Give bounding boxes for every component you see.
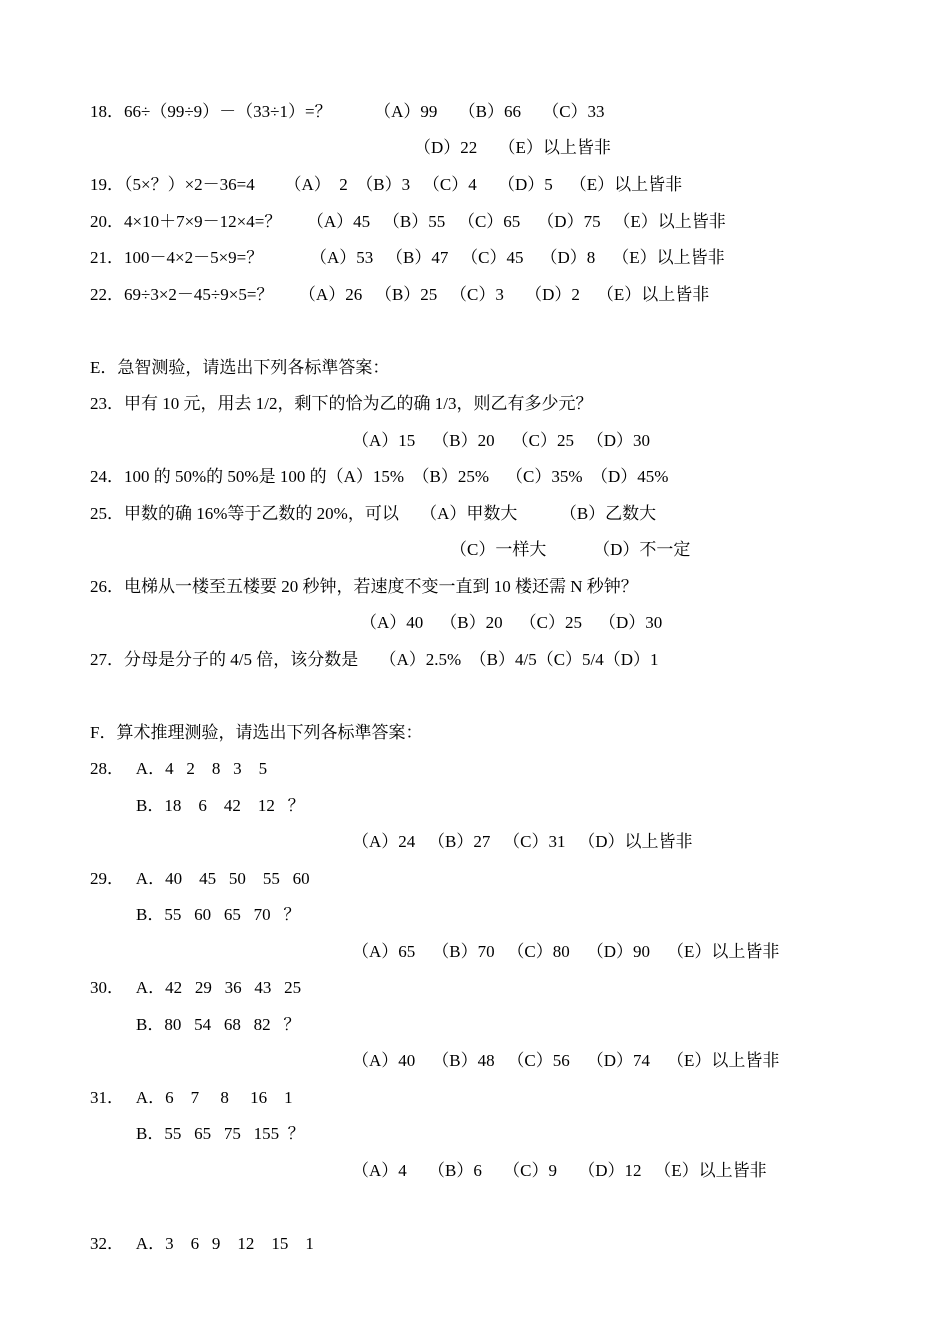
question-18-options-cont: （D）22 （E）以上皆非 [414, 138, 611, 157]
question-30-b: B．80 54 68 82 ？ [136, 1015, 301, 1034]
question-23-options: （A）15 （B）20 （C）25 （D）30 [352, 431, 650, 450]
question-31-b: B．55 65 75 155 ？ [136, 1124, 305, 1143]
question-18: 18．66÷（99÷9）－（33÷1）=？ （A）99 （B）66 （C）33 [90, 102, 605, 121]
question-24: 24．100 的 50%的 50%是 100 的（A）15% （B）25% （C）35% （D）45% [90, 467, 669, 486]
question-31-a: 31． A．6 7 8 16 1 [90, 1088, 293, 1107]
question-28-a: 28． A．4 2 8 3 5 [90, 759, 268, 778]
question-28-options: （A）24 （B）27 （C）31 （D）以上皆非 [352, 832, 693, 851]
question-22: 22．69÷3×2－45÷9×5=？ （A）26 （B）25 （C）3 （D）2 （E）以上皆非 [90, 285, 710, 304]
question-28-b: B．18 6 42 12 ？ [136, 796, 305, 815]
question-30-a: 30． A．42 29 36 43 25 [90, 978, 302, 997]
question-29-b: B．55 60 65 70 ？ [136, 905, 301, 924]
question-25-options-cont: （C）一样大 （D）不一定 [450, 540, 691, 559]
question-21: 21．100－4×2－5×9=？ （A）53 （B）47 （C）45 （D）8 （E）以上皆非 [90, 248, 725, 267]
question-31-options: （A）4 （B）6 （C）9 （D）12 （E）以上皆非 [352, 1161, 767, 1180]
section-e-heading: E．急智测验，请选出下列各标準答案： [90, 358, 390, 377]
question-32-a: 32． A．3 6 9 12 15 1 [90, 1234, 314, 1253]
section-f-heading: F．算术推理测验，请选出下列各标準答案： [90, 723, 423, 742]
question-19: 19．（5×？）×2－36=4 （A） 2 （B）3 （C）4 （D）5 （E）以上皆非 [90, 175, 683, 194]
question-29-a: 29． A．40 45 50 55 60 [90, 869, 310, 888]
question-26: 26．电梯从一楼至五楼要 20 秒钟，若速度不变一直到 10 楼还需 N 秒钟？ [90, 577, 638, 596]
question-25: 25．甲数的确 16%等于乙数的 20%，可以 （A）甲数大 （B）乙数大 [90, 504, 657, 523]
question-23: 23．甲有 10 元，用去 1/2，剩下的恰为乙的确 1/3，则乙有多少元？ [90, 394, 593, 413]
question-30-options: （A）40 （B）48 （C）56 （D）74 （E）以上皆非 [352, 1051, 780, 1070]
question-26-options: （A）40 （B）20 （C）25 （D）30 [360, 613, 663, 632]
question-27: 27．分母是分子的 4/5 倍，该分数是 （A）2.5% （B）4/5（C）5/4（D）1 [90, 650, 659, 669]
question-20: 20．4×10＋7×9－12×4=？ （A）45 （B）55 （C）65 （D）75 （E）以上皆非 [90, 212, 726, 231]
question-29-options: （A）65 （B）70 （C）80 （D）90 （E）以上皆非 [352, 942, 780, 961]
